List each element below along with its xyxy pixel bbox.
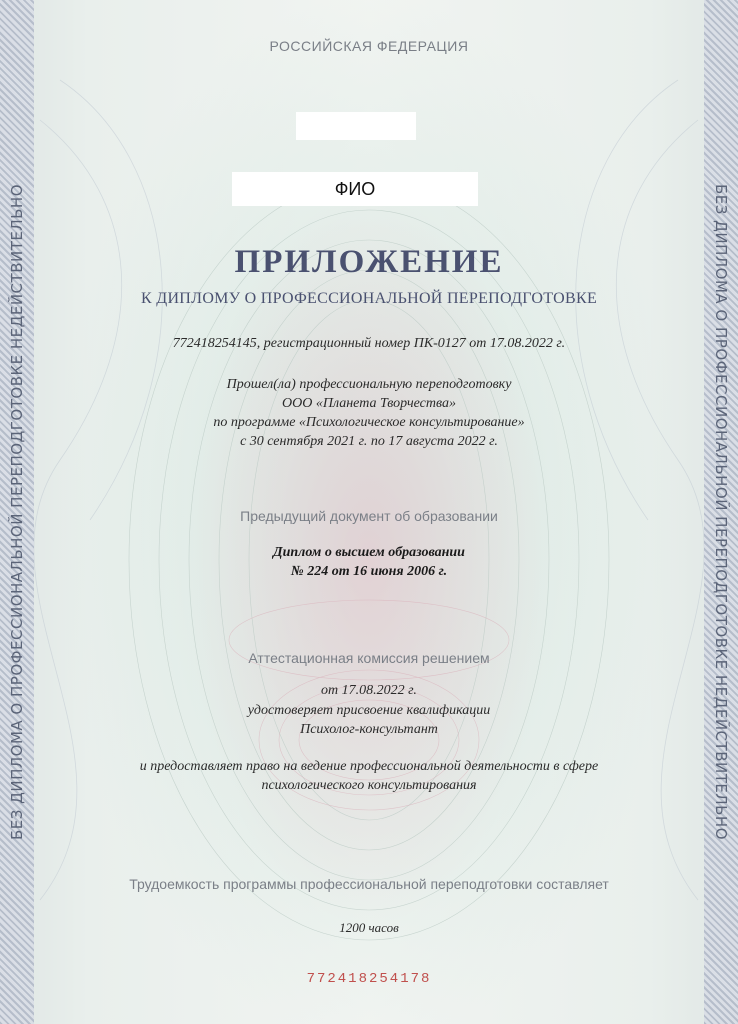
workload-hours: 1200 часов [339,920,399,935]
previous-doc-line-2: № 224 от 16 июня 2006 г. [290,564,448,579]
registration-line: 772418254145, регистрационный номер ПК-0127 от 17.08.2022 г. [172,336,566,351]
right-line-2: психологического консультирования [261,778,477,793]
training-line-1: Прошел(ла) профессиональную переподготовку [226,377,512,392]
commission-heading: Аттестационная комиссия решением [248,650,490,666]
commission-line-1: от 17.08.2022 г. [321,683,417,698]
training-line-4: с 30 сентября 2021 г. по 17 августа 2022 г. [240,434,498,449]
qualification: Психолог-консультант [300,722,438,737]
serial-number: 772418254178 [306,971,432,987]
side-label-left: БЕЗ ДИПЛОМА О ПРОФЕССИОНАЛЬНОЙ ПЕРЕПОДГОТОВКЕ НЕДЕЙСТВИТЕЛЬНО [8,184,26,840]
page-subtitle: К ДИПЛОМУ О ПРОФЕССИОНАЛЬНОЙ ПЕРЕПОДГОТОВКЕ [140,290,598,307]
country-header: РОССИЙСКАЯ ФЕДЕРАЦИЯ [269,38,469,54]
name-field-label: ФИО [334,179,376,199]
workload-heading: Трудоемкость программы профессиональной переподготовки составляет [129,876,609,892]
page-title: ПРИЛОЖЕНИЕ [234,244,504,280]
training-line-3: по программе «Психологическое консультирование» [213,415,525,430]
side-label-right: БЕЗ ДИПЛОМА О ПРОФЕССИОНАЛЬНОЙ ПЕРЕПОДГОТОВКЕ НЕДЕЙСТВИТЕЛЬНО [712,184,730,840]
previous-doc-heading: Предыдущий документ об образовании [240,508,498,524]
previous-doc-line-1: Диплом о высшем образовании [273,545,465,560]
right-line-1: и предоставляет право на ведение профессиональной деятельности в сфере [139,759,599,774]
training-line-2: ООО «Планета Творчества» [282,396,456,411]
commission-line-2: удостоверяет присвоение квалификации [247,703,491,718]
name-field [232,172,478,206]
redacted-field [296,112,416,140]
